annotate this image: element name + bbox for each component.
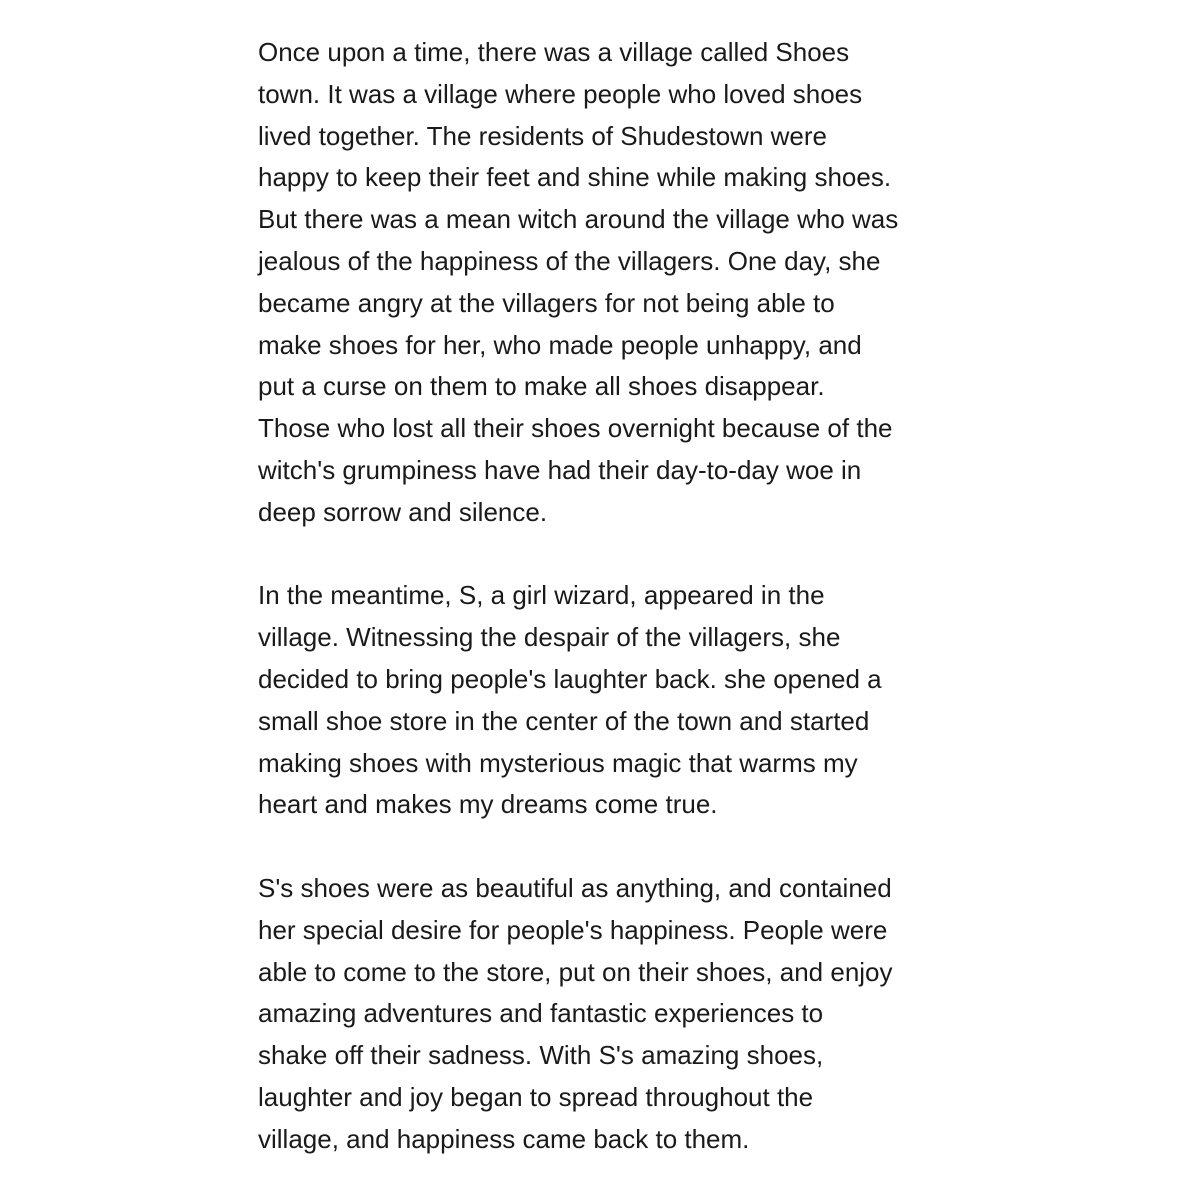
text-line: decided to bring people's laughter back. she opened a	[258, 663, 882, 694]
story-text	[258, 32, 958, 1161]
text-line: deep sorrow and silence.	[258, 496, 548, 527]
text-line: But there was a mean witch around the village who was	[258, 204, 899, 235]
text-line: heart and makes my dreams come true.	[258, 789, 718, 820]
text-line: became angry at the villagers for not being able to	[258, 287, 835, 318]
text-line: able to come to the store, put on their shoes, and enjoy	[258, 956, 893, 987]
text-line: making shoes with mysterious magic that warms my	[258, 747, 858, 778]
paragraph-2	[258, 575, 958, 826]
text-line: small shoe store in the center of the town and started	[258, 705, 870, 736]
text-line: amazing adventures and fantastic experiences to	[258, 998, 824, 1029]
text-line: In the meantime, S, a girl wizard, appeared in the	[258, 580, 825, 611]
text-line: happy to keep their feet and shine while making shoes.	[258, 162, 892, 193]
text-line: jealous of the happiness of the villagers. One day, she	[258, 245, 881, 276]
text-line: witch's grumpiness have had their day-to-day woe in	[258, 454, 862, 485]
paragraph-1	[258, 32, 958, 534]
text-line: S's shoes were as beautiful as anything, and contained	[258, 872, 892, 903]
text-line: laughter and joy began to spread throughout the	[258, 1081, 814, 1112]
text-line: Once upon a time, there was a village called Shoes	[258, 37, 850, 67]
paragraph-gap	[258, 534, 958, 576]
text-line: Those who lost all their shoes overnight because of the	[258, 413, 893, 444]
paragraph-3	[258, 868, 958, 1161]
text-line: town. It was a village where people who loved shoes	[258, 78, 863, 109]
text-line: put a curse on them to make all shoes disappear.	[258, 371, 825, 402]
text-line: her special desire for people's happiness. People were	[258, 914, 888, 945]
text-line: village. Witnessing the despair of the villagers, she	[258, 622, 841, 653]
text-line: make shoes for her, who made people unhappy, and	[258, 329, 862, 360]
text-line: shake off their sadness. With S's amazing shoes,	[258, 1040, 824, 1071]
paragraph-gap	[258, 826, 958, 868]
text-line: lived together. The residents of Shudestown were	[258, 120, 827, 151]
text-line: village, and happiness came back to them.	[258, 1123, 750, 1154]
